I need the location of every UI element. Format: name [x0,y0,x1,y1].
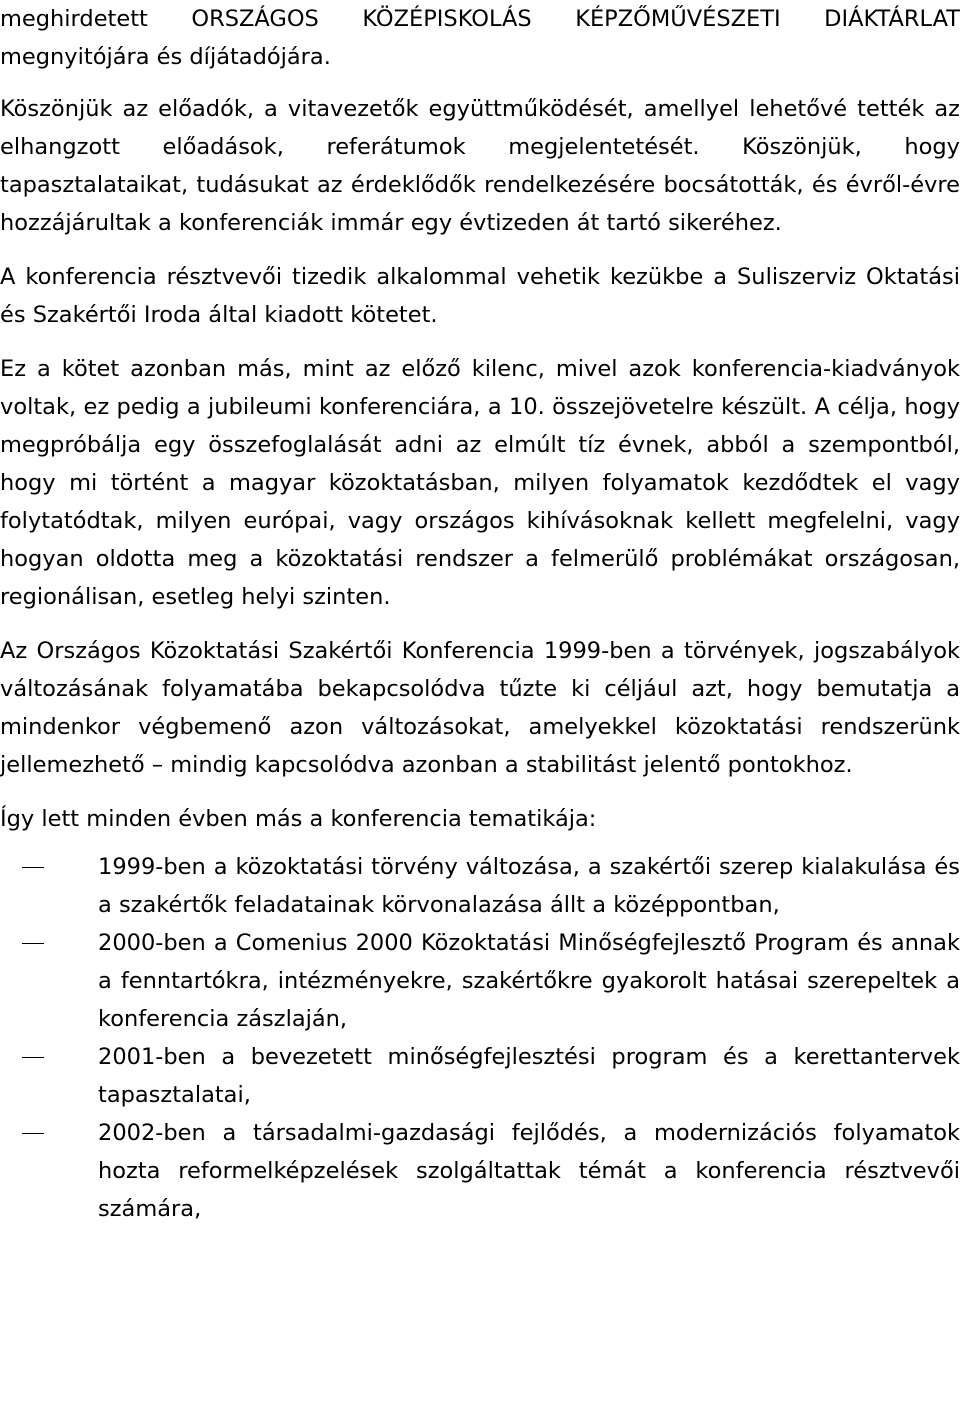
list-item [0,848,960,924]
list-item [0,924,960,1038]
theme-item-text: 2001-ben a bevezetett minőségfejlesztési program és a kerettantervek tapasztalatai, [98,1044,960,1108]
list-item [0,1114,960,1228]
list-item [0,1038,960,1114]
paragraph-participants: A konferencia résztvevői tizedik alkalommal vehetik kezükbe a Suliszerviz Oktatási és Szakértői Iroda által kiadott kötetet. [0,264,960,328]
theme-item-text: 2002-ben a társadalmi-gazdasági fejlődés, a modernizációs folyamatok hozta reformelképzelések szolgáltattak témát a konferencia résztvevői számára, [98,1120,960,1222]
paragraph-intro: meghirdetett ORSZÁGOS KÖZÉPISKOLÁS KÉPZŐMŰVÉSZETI DIÁKTÁRLAT megnyitójára és díjátadójára. [0,6,960,70]
paragraph-themes-intro: Így lett minden évben más a konferencia tematikája: [0,806,597,832]
theme-item-text: 2000-ben a Comenius 2000 Közoktatási Minőségfejlesztő Program és annak a fenntartókra, intézményekre, szakértőkre gyakorolt hatásai szerepeltek a konferencia zászlaján, [98,930,960,1032]
paragraph-thanks: Köszönjük az előadók, a vitavezetők együttműködését, amellyel lehetővé tették az elhangzott előadások, referátumok megjelentetését. Köszönjük, hogy tapasztalataikat, tudásukat az érdeklődők rendelkezésére bocsátották, és évről-évre hozzájárultak a konferenciák immár egy évtizeden át tartó sikeréhez. [0,96,960,236]
paragraph-conference: Az Országos Közoktatási Szakértői Konferencia 1999-ben a törvények, jogszabályok változásának folyamatába bekapcsolódva tűzte ki céljául azt, hogy bemutatja a mindenkor végbemenő azon változásokat, amelyekkel közoktatási rendszerünk jellemezhető – mindig kapcsolódva azonban a stabilitást jelentő pontokhoz. [0,638,960,778]
paragraph-volume: Ez a kötet azonban más, mint az előző kilenc, mivel azok konferencia-kiadványok voltak, ez pedig a jubileumi konferenciára, a 10. összejövetelre készült. A célja, hogy megpróbálja egy összefoglalását adni az elmúlt tíz évnek, abból a szempontból, hogy mi történt a magyar közoktatásban, milyen folyamatok kezdődtek el vagy folytatódtak, milyen európai, vagy országos kihívásoknak kellett megfelelni, vagy hogyan oldotta meg a közoktatási rendszer a felmerülő problémákat országosan, regionálisan, esetleg helyi szinten. [0,356,960,610]
theme-item-text: 1999-ben a közoktatási törvény változása, a szakértői szerep kialakulása és a szakértők feladatainak körvonalazása állt a középpontban, [98,854,960,918]
theme-list [0,848,960,1228]
